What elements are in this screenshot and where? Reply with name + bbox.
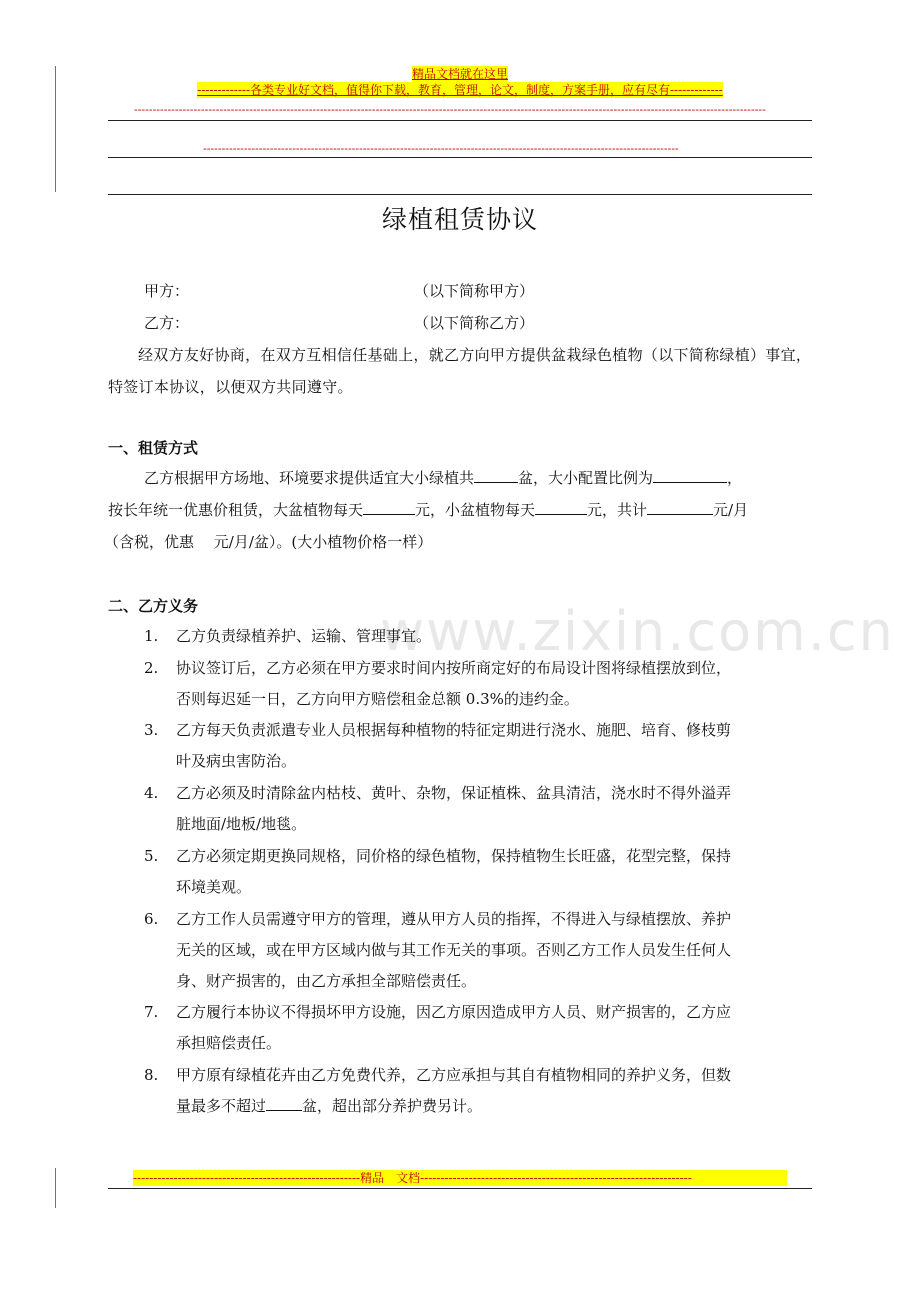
header-dash-line-2: -------------------------------------------------------------------------------------------------------------------------------- [203, 143, 679, 155]
list-item-text: 乙方必须及时清除盆内枯枝、黄叶、杂物，保证植株、盆具清洁，浇水时不得外溢弄 [176, 784, 732, 802]
header-rule-1 [108, 120, 812, 121]
section1-text-c: ， [727, 469, 743, 487]
header-banner [0, 66, 920, 98]
section1-line3: （含税，优惠 元/月/盆）。(大小植物价格一样） [104, 533, 433, 551]
section1-text-g: 元/月 [713, 501, 749, 519]
watermark: www.zixin.com.cn [380, 600, 895, 663]
section1-text-b: 盆，大小配置比例为 [518, 469, 654, 487]
item8-text-a: 量最多不超过 [176, 1097, 267, 1115]
list-item-text: 乙方每天负责派遣专业人员根据每种植物的特征定期进行浇水、施肥、培育、修枝剪 [176, 721, 732, 739]
header-dash-line-1: -------------------------------------------------------------------------------------------------------------------------------------------------------------------------- [134, 104, 766, 116]
section1-text-e: 元，小盆植物每天 [415, 501, 536, 519]
list-item-text: 无关的区域，或在甲方区域内做与其工作无关的事项。否则乙方工作人员发生任何人 [176, 941, 732, 959]
list-item-text [176, 1091, 816, 1121]
list-item-text: 身、财产损害的，由乙方承担全部赔偿责任。 [176, 972, 477, 990]
blank-total [647, 498, 713, 515]
section1-line1 [144, 462, 824, 494]
footer-banner [133, 1170, 787, 1186]
list-item-number: 8. [144, 1066, 159, 1084]
list-item-text: 脏地面/地板/地毯。 [176, 815, 307, 833]
footer-label: 精品 文档 [360, 1171, 421, 1185]
header-rule-2 [108, 157, 812, 158]
list-item-text: 协议签订后，乙方必须在甲方要求时间内按所商定好的布局设计图将绿植摆放到位， [176, 659, 732, 677]
banner-line-2: -------------各类专业好文档，值得你下载，教育，管理，论文，制度，方案手册，应有尽有------------- [197, 83, 723, 97]
blank-size-ratio [653, 466, 727, 483]
margin-marker-bottom [55, 1168, 56, 1208]
list-item-text: 乙方负责绿植养护、运输、管理事宜。 [176, 627, 432, 645]
footer-right-dashes: ------------------------------------------------------------------- [420, 1171, 692, 1185]
list-item-number: 6. [144, 910, 159, 928]
list-item-number: 5. [144, 847, 159, 865]
document-title: 绿植租赁协议 [381, 205, 538, 234]
list-item-text: 否则每迟延一日，乙方向甲方赔偿租金总额 0.3%的违约金。 [176, 690, 579, 708]
list-item-number: 3. [144, 721, 159, 739]
list-item-text: 甲方原有绿植花卉由乙方免费代养，乙方应承担与其自有植物相同的养护义务，但数 [176, 1066, 732, 1084]
list-item-number: 1. [144, 627, 159, 645]
list-item-number: 2. [144, 659, 159, 677]
blank-small-price [535, 498, 587, 515]
blank-pot-count [474, 466, 518, 483]
section1-text-d: 按长年统一优惠价租赁，大盆植物每天 [108, 501, 364, 519]
list-item-text: 叶及病虫害防治。 [176, 752, 297, 770]
party-b-label: 乙方： [144, 314, 190, 332]
footer-left-dashes: -------------------------------------------------------- [133, 1171, 361, 1185]
section1-line2 [108, 494, 820, 526]
list-item-text: 承担赔偿责任。 [176, 1034, 282, 1052]
list-item-text: 环境美观。 [176, 878, 252, 896]
blank-large-price [363, 498, 415, 515]
footer-rule [108, 1188, 812, 1189]
party-a-note: （以下简称甲方） [414, 282, 535, 300]
section1-heading: 一、租赁方式 [108, 439, 199, 457]
intro-paragraph: 经双方友好协商，在双方互相信任基础上，就乙方向甲方提供盆栽绿色植物（以下简称绿植）事宜，特签订本协议，以便双方共同遵守。 [108, 346, 812, 396]
list-item-text: 乙方工作人员需遵守甲方的管理，遵从甲方人员的指挥，不得进入与绿植摆放、养护 [176, 910, 732, 928]
header-rule-3 [108, 194, 812, 195]
list-item-text: 乙方履行本协议不得损坏甲方设施，因乙方原因造成甲方人员、财产损害的，乙方应 [176, 1003, 732, 1021]
party-a-label: 甲方： [144, 282, 190, 300]
section1-text-f: 元，共计 [587, 501, 648, 519]
list-item-number: 7. [144, 1003, 159, 1021]
list-item-number: 4. [144, 784, 159, 802]
list-item-text: 乙方必须定期更换同规格，同价格的绿色植物，保持植物生长旺盛，花型完整，保持 [176, 847, 732, 865]
banner-line-1: 精品文档就在这里 [411, 67, 508, 81]
party-b-note: （以下简称乙方） [414, 314, 535, 332]
section2-heading: 二、乙方义务 [108, 597, 199, 615]
blank-max-pots [266, 1094, 302, 1111]
section1-text-a: 乙方根据甲方场地、环境要求提供适宜大小绿植共 [144, 469, 475, 487]
item8-text-b: 盆，超出部分养护费另计。 [302, 1097, 483, 1115]
